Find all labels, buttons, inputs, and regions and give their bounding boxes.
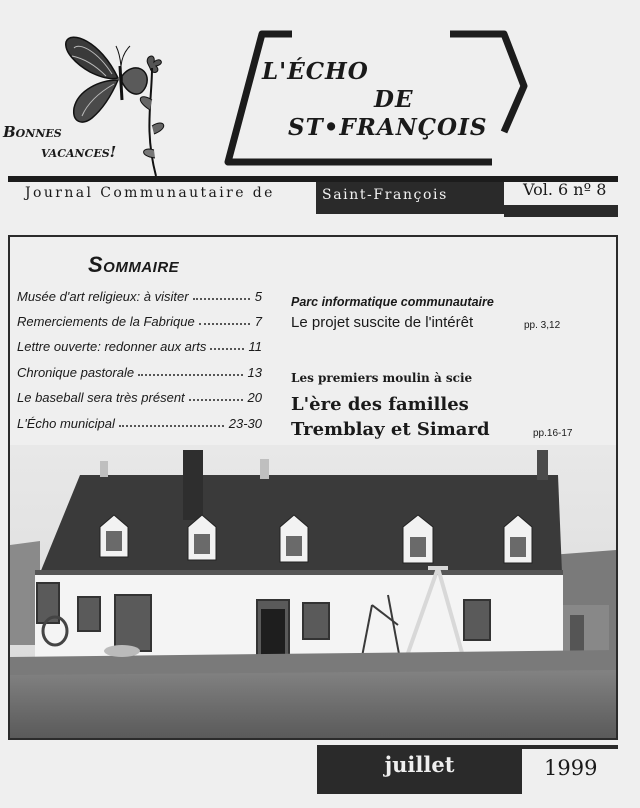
masthead-title-line1: L'ÉCHO [262,58,369,85]
house-photograph [10,445,616,738]
toc-leader [189,399,243,401]
article-headline[interactable] [291,392,490,442]
toc-item-page: 11 [248,338,262,354]
article-pages: pp.16-17 [533,428,573,439]
date-rule [522,745,618,749]
toc-item-label: Musée d'art religieux: à visiter [17,288,189,304]
vacation-greeting [3,122,116,162]
volume-number: Vol. 6 nº 8 [523,180,607,199]
article-headline-line2: Tremblay et Simard [291,419,490,440]
toc-leader [119,425,224,427]
sommaire-title: Sommaire [88,252,180,277]
toc-item[interactable] [17,335,262,357]
article-headline[interactable]: Le projet suscite de l'intérêt [291,314,474,331]
toc-item-label: Le baseball sera très présent [17,389,185,405]
journal-subtitle: Journal Communautaire de [25,185,275,201]
toc-item-page: 20 [247,389,262,405]
toc-leader [210,348,243,350]
issue-year: 1999 [544,756,598,780]
toc-item-label: Remerciements de la Fabrique [17,313,195,329]
toc-item-label: L'Écho municipal [17,415,115,431]
article-kicker: Parc informatique communautaire [291,295,494,309]
issue-month: juillet [384,752,455,777]
toc-item-page: 5 [254,288,262,304]
article-pages: pp. 3,12 [524,320,561,331]
toc-item[interactable] [17,285,262,307]
toc-item[interactable] [17,386,262,408]
toc-leader [193,298,250,300]
volume-rule [504,205,618,217]
greeting-line-2: vacances! [41,143,117,161]
journal-subtitle-town: Saint-François [322,187,448,203]
masthead-title-line2: DE [374,86,414,113]
greeting-line-1: Bonnes [3,123,62,141]
toc-leader [138,374,242,376]
toc-item-page: 7 [254,313,262,329]
toc-leader [199,323,250,325]
toc-item[interactable] [17,412,262,434]
article-headline-line1: L'ère des familles [291,394,469,415]
toc-item-label: Lettre ouverte: redonner aux arts [17,338,207,354]
article-kicker: Les premiers moulin à scie [291,371,473,385]
toc-item-label: Chronique pastorale [17,364,135,380]
toc-item[interactable] [17,361,262,383]
masthead-title-line3: ST•FRANÇOIS [288,114,488,141]
toc-item-page: 23-30 [228,415,262,431]
toc-item-page: 13 [247,364,262,380]
toc-item[interactable] [17,310,262,332]
